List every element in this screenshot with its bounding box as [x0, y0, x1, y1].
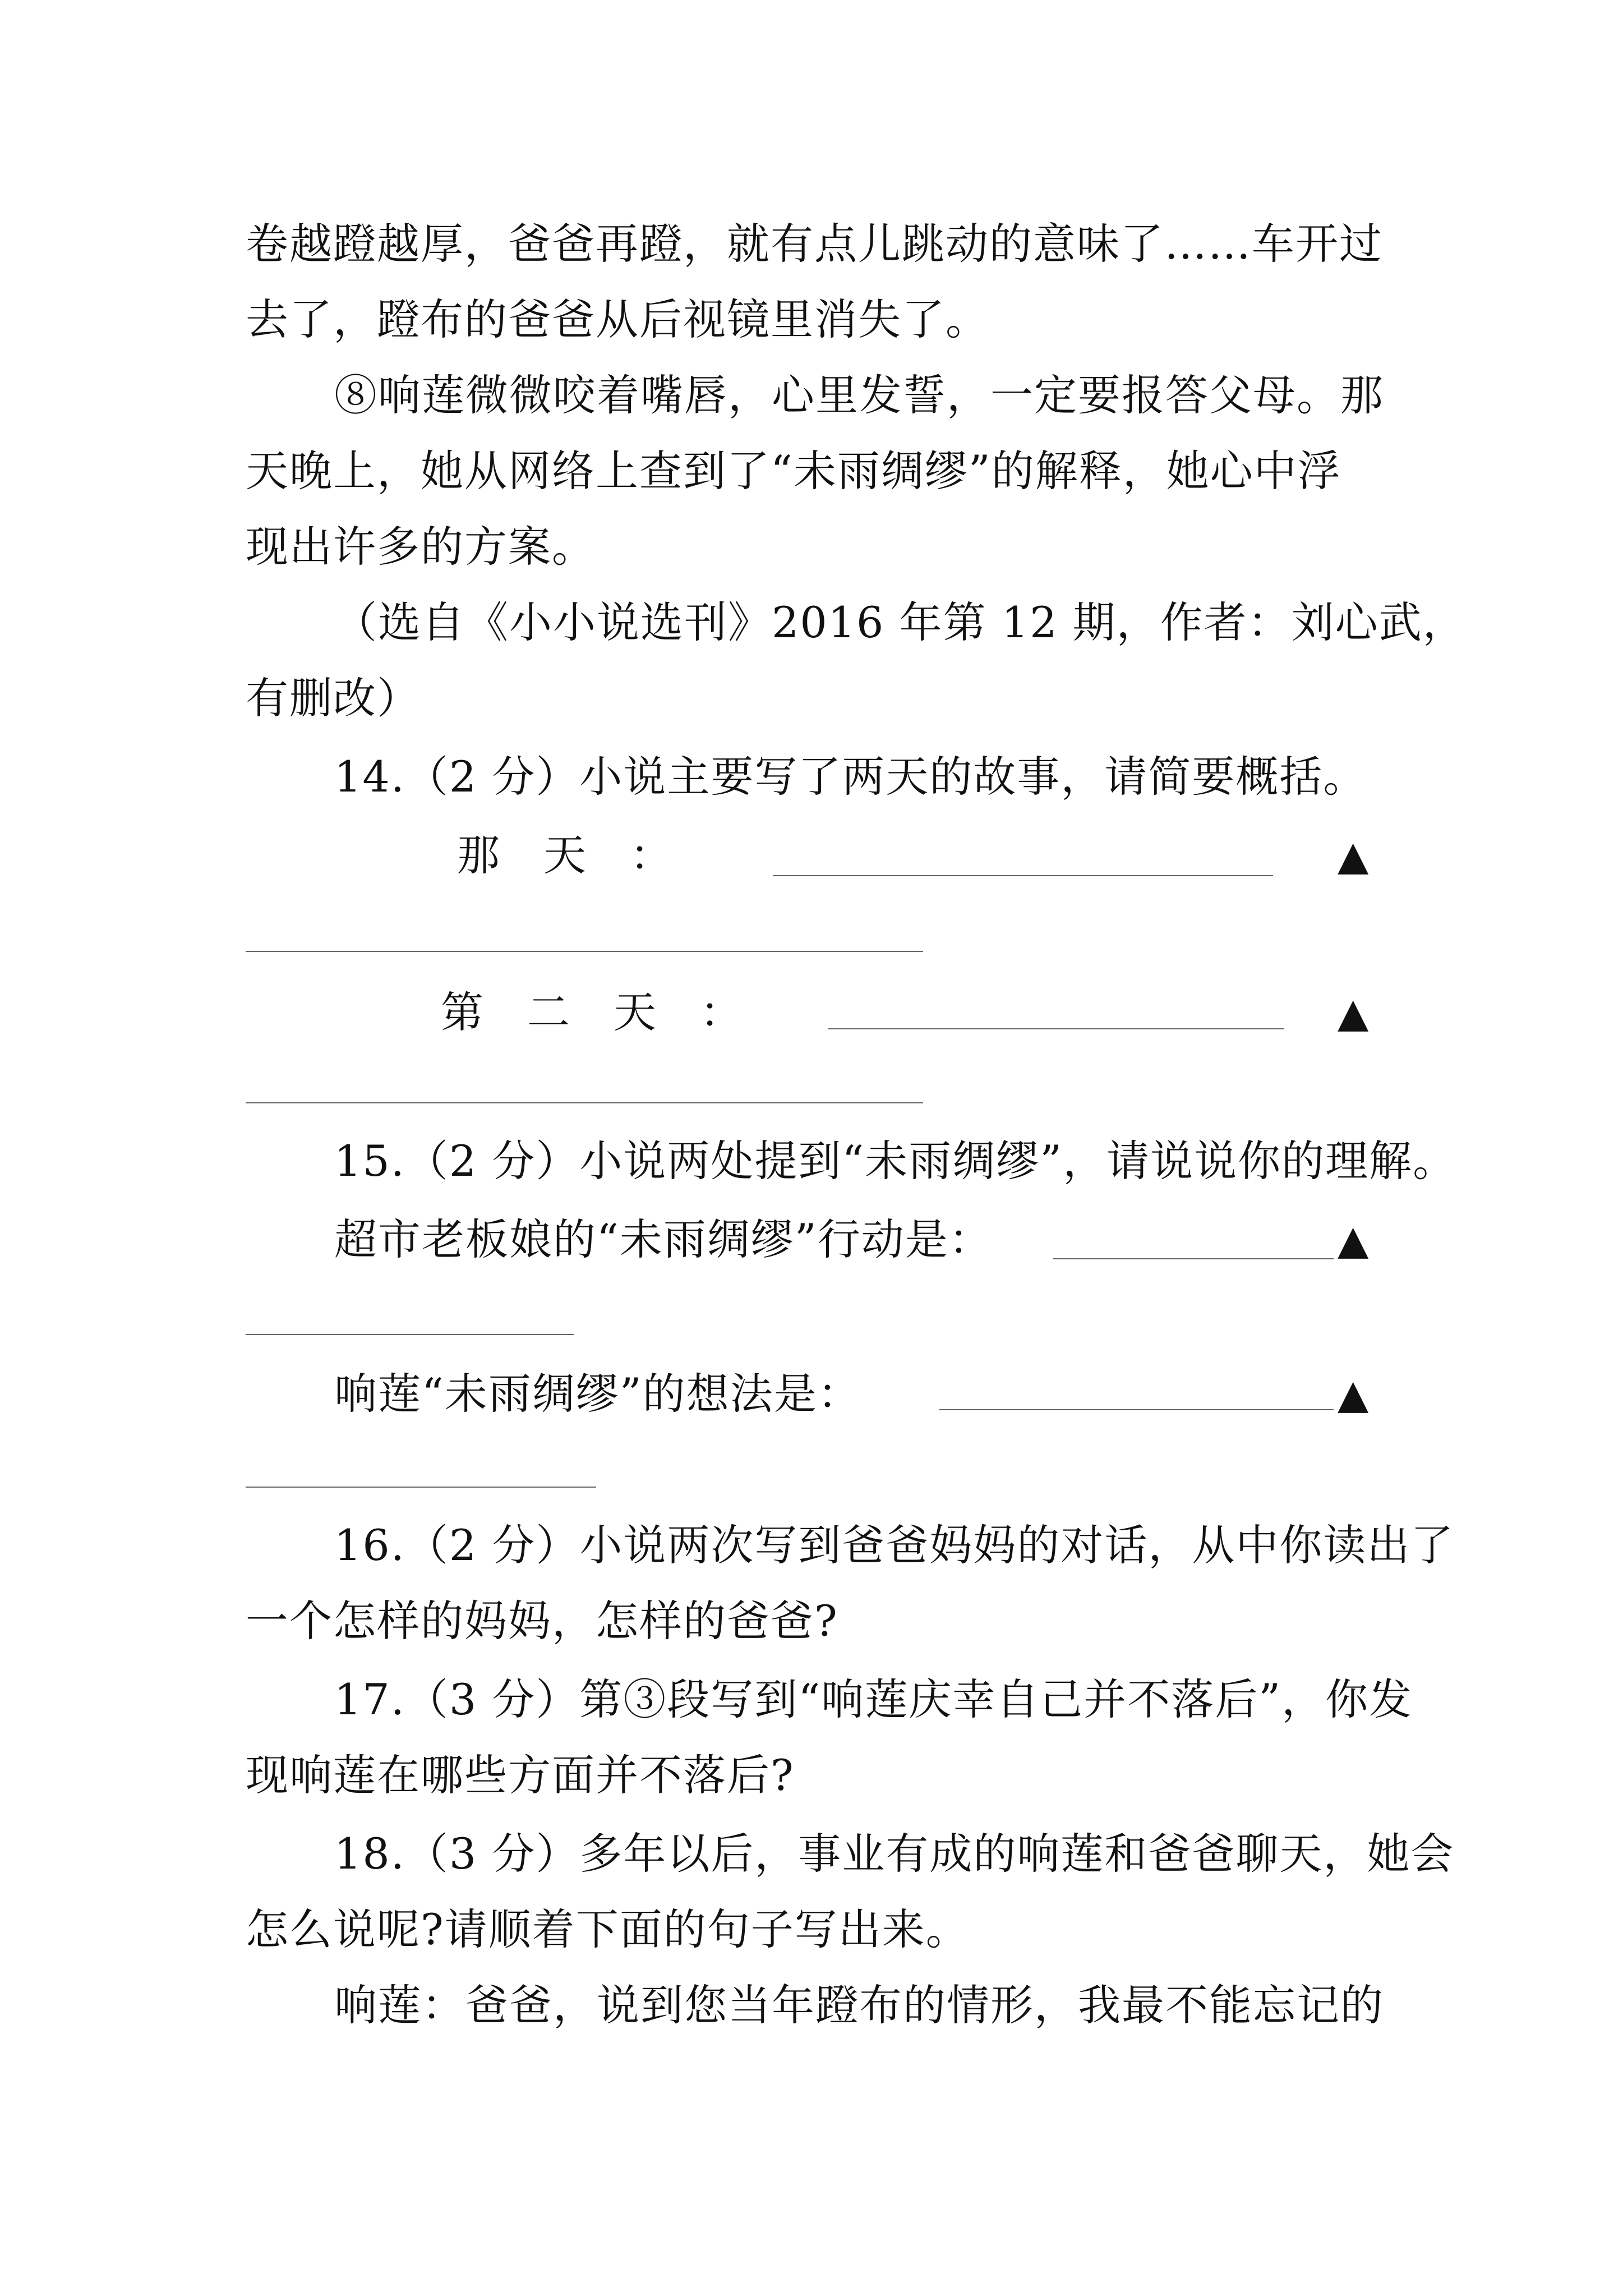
question-18-line-3: 响莲：爸爸，说到您当年蹬布的情形，我最不能忘记的 — [334, 1980, 1384, 2030]
q15-boss-answer-blank-continued[interactable] — [246, 1334, 574, 1335]
question-17-line-2: 现响莲在哪些方面并不落后? — [246, 1750, 795, 1800]
q14-day1-answer-blank[interactable] — [773, 875, 1273, 876]
question-18-line-2: 怎么说呢?请顺着下面的句子写出来。 — [246, 1904, 970, 1954]
q14-day1-label: 那天： — [457, 830, 716, 880]
question-18-line-1: 18.（3 分）多年以后，事业有成的响莲和爸爸聊天，她会 — [334, 1829, 1455, 1879]
source-citation-line-2: 有删改） — [246, 673, 421, 723]
q15-boss-answer-blank[interactable] — [1053, 1258, 1334, 1259]
question-17-line-1: 17.（3 分）第③段写到“响莲庆幸自己并不落后”，你发 — [334, 1674, 1413, 1724]
question-15-prompt: 15.（2 分）小说两处提到“未雨绸缪”，请说说你的理解。 — [334, 1136, 1457, 1186]
triangle-marker-icon: ▲ — [1338, 989, 1369, 1036]
q14-day1-answer-blank-continued[interactable] — [246, 951, 923, 952]
q15-xianglian-answer-blank[interactable] — [939, 1409, 1334, 1410]
question-16-line-1: 16.（2 分）小说两次写到爸爸妈妈的对话，从中你读出了 — [334, 1520, 1455, 1570]
question-16-line-2: 一个怎样的妈妈，怎样的爸爸? — [246, 1596, 838, 1646]
q14-day2-answer-blank-continued[interactable] — [246, 1102, 923, 1103]
paragraph-8-line-3: 现出许多的方案。 — [246, 522, 596, 572]
question-14-prompt: 14.（2 分）小说主要写了两天的故事，请简要概括。 — [334, 752, 1367, 802]
triangle-marker-icon: ▲ — [1338, 832, 1369, 879]
q14-day2-label: 第二天： — [441, 987, 786, 1037]
q15-xianglian-label: 响莲“未雨绸缪”的想法是： — [334, 1369, 861, 1419]
passage-line-1: 卷越蹬越厚，爸爸再蹬，就有点儿跳动的意味了……车开过 — [246, 219, 1383, 269]
paragraph-8-line-1: ⑧响莲微微咬着嘴唇，心里发誓，一定要报答父母。那 — [334, 370, 1384, 420]
triangle-marker-icon: ▲ — [1338, 1370, 1369, 1418]
q14-day2-answer-blank[interactable] — [828, 1028, 1284, 1029]
paragraph-8-line-2: 天晚上，她从网络上查到了“未雨绸缪”的解释，她心中浮 — [246, 446, 1341, 496]
q15-xianglian-answer-blank-continued[interactable] — [246, 1487, 596, 1488]
source-citation-line-1: （选自《小小说选刊》2016 年第 12 期，作者：刘心武， — [334, 597, 1467, 647]
q15-boss-label: 超市老板娘的“未雨绸缪”行动是： — [334, 1214, 993, 1264]
passage-line-2: 去了，蹬布的爸爸从后视镜里消失了。 — [246, 295, 989, 344]
triangle-marker-icon: ▲ — [1338, 1216, 1369, 1263]
